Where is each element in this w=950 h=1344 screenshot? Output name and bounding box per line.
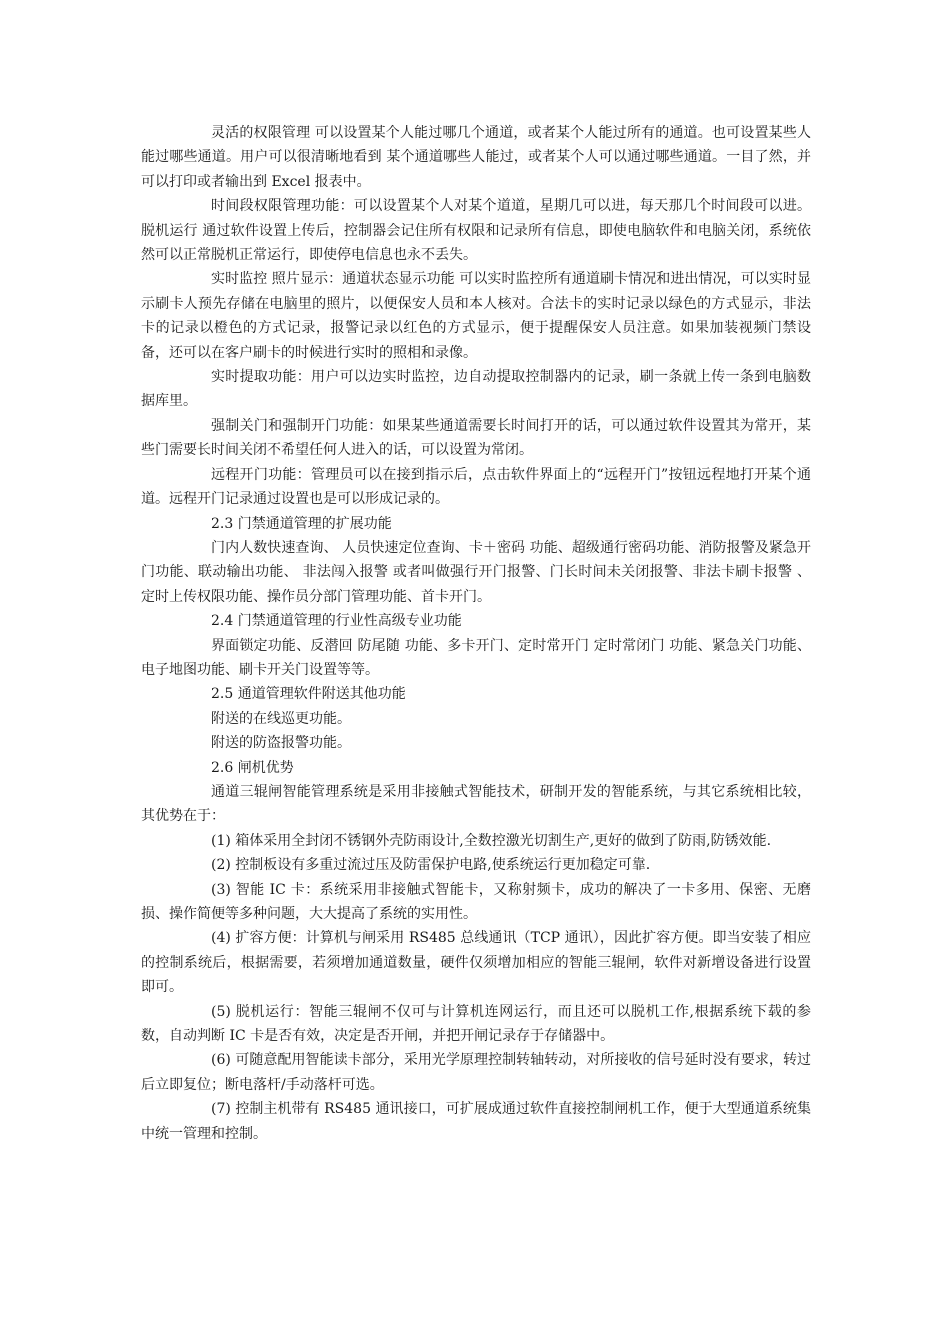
list-item-advantage-5: (5) 脱机运行：智能三辊闸不仅可与计算机连网运行，而且还可以脱机工作,根据系统下载的参数，自动判断 IC 卡是否有效，决定是否开闸，并把开闸记录存于存储器中。 xyxy=(141,1003,811,1045)
paragraph-realtime-extraction: 实时提取功能：用户可以边实时监控，边自动提取控制器内的记录，刷一条就上传一条到电脑数据库里。 xyxy=(141,369,811,410)
paragraph-remote-open: 远程开门功能：管理员可以在接到指示后，点击软件界面上的“远程开门”按钮远程地打开某个通道。远程开门记录通过设置也是可以形成记录的。 xyxy=(141,466,811,508)
paragraph-time-period-permission: 时间段权限管理功能：可以设置某个人对某个道道，星期几可以进，每天那几个时间段可以进。脱机运行 通过软件设置上传后，控制器会记住所有权限和记录所有信息，即使电脑软件和电脑关闭，系统依然可以正常脱机正常运行，即使停电信息也永不丢失。 xyxy=(141,198,811,264)
list-item-advantage-3: (3) 智能 IC 卡：系统采用非接触式智能卡，又称射频卡，成功的解决了一卡多用、保密、无磨损、操作简便等多种问题，大大提高了系统的实用性。 xyxy=(141,881,811,922)
section-heading-2-3: 2.3 门禁通道管理的扩展功能 xyxy=(211,515,392,532)
section-heading-2-6: 2.6 闸机优势 xyxy=(211,759,294,776)
paragraph-extended-functions: 门内人数快速查询、 人员快速定位查询、卡＋密码 功能、超级通行密码功能、消防报警及紧急开门功能、联动输出功能、 非法闯入报警 或者叫做强行开门报警、门长时间未关闭报警、非法卡刷卡报警 、定时上传权限功能、操作员分部门管理功能、首卡开门。 xyxy=(141,539,811,605)
paragraph-advanced-functions: 界面锁定功能、反潜回 防尾随 功能、多卡开门、定时常开门 定时常闭门 功能、紧急关门功能、电子地图功能、刷卡开关门设置等等。 xyxy=(141,637,811,678)
paragraph-forced-open-close: 强制关门和强制开门功能：如果某些通道需要长时间打开的话，可以通过软件设置其为常开，某些门需要长时间关闭不希望任何人进入的话，可以设置为常闭。 xyxy=(141,417,811,459)
document-body xyxy=(141,121,811,1146)
paragraph-advantages-intro: 通道三辊闸智能管理系统是采用非接触式智能技术，研制开发的智能系统，与其它系统相比较，其优势在于： xyxy=(141,783,811,825)
section-heading-2-4: 2.4 门禁通道管理的行业性高级专业功能 xyxy=(211,613,462,630)
paragraph-anti-theft-alarm: 附送的防盗报警功能。 xyxy=(211,735,351,752)
paragraph-online-patrol: 附送的在线巡更功能。 xyxy=(211,710,351,727)
list-item-advantage-1: (1) 箱体采用全封闭不锈钢外壳防雨设计,全数控激光切割生产,更好的做到了防雨,防锈效能. xyxy=(211,832,772,849)
list-item-advantage-6: (6) 可随意配用智能读卡部分，采用光学原理控制转轴转动，对所接收的信号延时没有要求，转过后立即复位；断电落杆/手动落杆可选。 xyxy=(141,1052,811,1093)
list-item-advantage-4: (4) 扩容方便：计算机与闸采用 RS485 总线通讯（TCP 通讯），因此扩容方便。即当安装了相应的控制系统后，根据需要，若须增加通道数量，硬件仅须增加相应的智能三辊闸，软件对新增设备进行设置即可。 xyxy=(141,930,811,996)
paragraph-realtime-monitoring: 实时监控 照片显示：通道状态显示功能 可以实时监控所有通道刷卡情况和进出情况，可以实时显示刷卡人预先存储在电脑里的照片，以便保安人员和本人核对。合法卡的实时记录以绿色的方式显示，非法卡的记录以橙色的方式记录，报警记录以红色的方式显示，便于提醒保安人员注意。如果加装视频门禁设备，还可以在客户刷卡的时候进行实时的照相和录像。 xyxy=(141,271,811,361)
list-item-advantage-7: (7) 控制主机带有 RS485 通讯接口，可扩展成通过软件直接控制闸机工作，便于大型通道系统集中统一管理和控制。 xyxy=(141,1101,811,1142)
list-item-advantage-2: (2) 控制板设有多重过流过压及防雷保护电路,使系统运行更加稳定可靠. xyxy=(211,857,651,874)
section-heading-2-5: 2.5 通道管理软件附送其他功能 xyxy=(211,686,406,703)
paragraph-permission-management: 灵活的权限管理 可以设置某个人能过哪几个通道，或者某个人能过所有的通道。也可设置某些人能过哪些通道。用户可以很清晰地看到 某个通道哪些人能过，或者某个人可以通过哪些通道。一目了然，并可以打印或者输出到 Excel 报表中。 xyxy=(141,125,811,190)
